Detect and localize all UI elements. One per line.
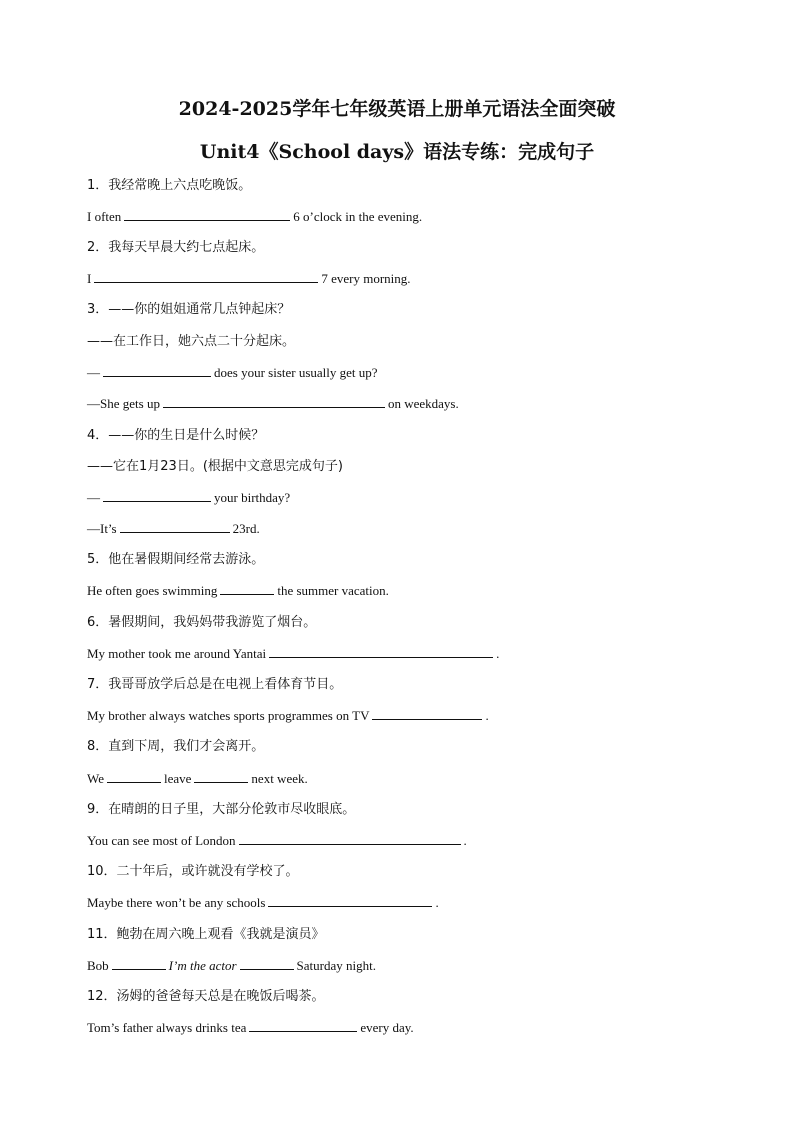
- answer-5: He often goes swimming the summer vacation.: [87, 583, 389, 598]
- answer-6: My mother took me around Yantai .: [87, 646, 500, 661]
- answer-blank[interactable]: [372, 708, 482, 720]
- answer-blank[interactable]: [94, 271, 318, 283]
- question-10: 10．二十年后，或许就没有学校了。: [87, 864, 299, 879]
- answer-3a: — does your sister usually get up?: [87, 365, 378, 380]
- answer-blank[interactable]: [163, 396, 385, 408]
- question-11: 11．鲍勃在周六晚上观看《我就是演员》: [87, 927, 325, 942]
- question-9: 9．在晴朗的日子里，大部分伦敦市尽收眼底。: [87, 802, 356, 817]
- question-12: 12．汤姆的爸爸每天总是在晚饭后喝茶。: [87, 989, 325, 1004]
- answer-12: Tom’s father always drinks tea every day.: [87, 1020, 414, 1035]
- question-1: 1．我经常晚上六点吃晚饭。: [87, 178, 252, 193]
- answer-blank[interactable]: [249, 1020, 357, 1032]
- page-title: 2024-2025学年七年级英语上册单元语法全面突破: [178, 98, 616, 120]
- page-subtitle: Unit4《School days》语法专练：完成句子: [199, 141, 595, 163]
- answer-1: I often 6 o’clock in the evening.: [87, 209, 423, 224]
- answer-11: Bob I’m the actor Saturday night.: [87, 958, 376, 973]
- answer-blank[interactable]: [120, 521, 230, 533]
- question-8: 8．直到下周，我们才会离开。: [87, 739, 265, 754]
- question-3: 3．——你的姐姐通常几点钟起床？: [87, 302, 291, 317]
- question-7: 7．我哥哥放学后总是在电视上看体育节目。: [87, 677, 343, 692]
- answer-blank[interactable]: [269, 646, 493, 658]
- answer-blank[interactable]: [107, 771, 161, 783]
- answer-blank[interactable]: [103, 365, 211, 377]
- answer-10: Maybe there won’t be any schools .: [87, 895, 439, 910]
- question-4: 4．——你的生日是什么时候？: [87, 428, 265, 443]
- answer-blank[interactable]: [112, 958, 166, 970]
- answer-blank[interactable]: [240, 958, 294, 970]
- question-5: 5．他在暑假期间经常去游泳。: [87, 552, 265, 567]
- answer-9: You can see most of London .: [87, 833, 467, 848]
- answer-blank[interactable]: [124, 209, 290, 221]
- answer-3b: —She gets up on weekdays.: [87, 396, 459, 411]
- answer-blank[interactable]: [239, 833, 461, 845]
- answer-blank[interactable]: [103, 490, 211, 502]
- question-4-reply: ——它在1月23日。(根据中文意思完成句子): [87, 459, 343, 474]
- answer-4b: —It’s 23rd.: [87, 521, 260, 536]
- answer-blank[interactable]: [268, 895, 432, 907]
- answer-blank[interactable]: [194, 771, 248, 783]
- answer-8: We leave next week.: [87, 771, 308, 786]
- question-3-reply: ——在工作日，她六点二十分起床。: [87, 334, 296, 349]
- answer-blank[interactable]: [220, 583, 274, 595]
- answer-2: I 7 every morning.: [87, 271, 411, 286]
- question-2: 2．我每天早晨大约七点起床。: [87, 240, 265, 255]
- question-6: 6．暑假期间，我妈妈带我游览了烟台。: [87, 615, 317, 630]
- answer-7: My brother always watches sports programmes on TV .: [87, 708, 489, 723]
- answer-4a: — your birthday?: [87, 490, 291, 505]
